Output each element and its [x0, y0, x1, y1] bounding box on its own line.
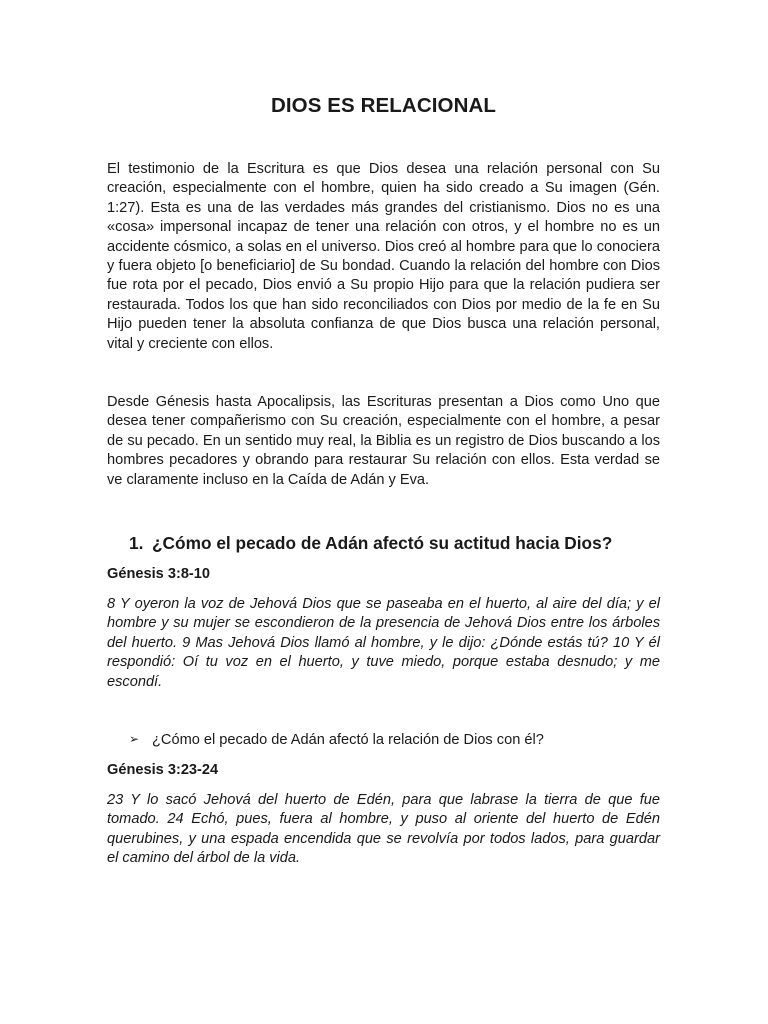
- scripture-verse: 23 Y lo sacó Jehová del huerto de Edén, para que labrase la tierra de que fue tomado. 24 Echó, pues, fuera al hombre, y puso al oriente del huerto de Edén querubines, y una espada encendida que se revolvía por todos lados, para guardar el camino del árbol de la vida.: [107, 792, 660, 867]
- intro-paragraph: El testimonio de la Escritura es que Dios desea una relación personal con Su creación, especialmente con el hombre, quien ha sido creado a Su imagen (Gén. 1:27). Esta es una de las verdades más grandes del cristianismo. Dios no es una «cosa» impersonal incapaz de tener una relación con otros, y el hombre no es un accidente cósmico, a solas en el universo. Dios creó al hombre para que lo conociera y fuera objeto [o beneficiario] de Su bondad. Cuando la relación del hombre con Dios fue rota por el pecado, Dios envió a Su propio Hijo para que la relación pudiera ser restaurada. Todos los que han sido reconciliados con Dios por medio de la fe en Su Hijo pueden tener la absoluta confianza de que Dios busca una relación personal, vital y creciente con ellos.: [107, 161, 660, 352]
- bullet-question-text: ¿Cómo el pecado de Adán afectó la relación de Dios con él?: [152, 732, 544, 748]
- question-text: ¿Cómo el pecado de Adán afectó su actitud hacia Dios?: [152, 533, 613, 553]
- document-title: DIOS ES RELACIONAL: [270, 94, 497, 117]
- bullet-question: [129, 730, 544, 750]
- second-paragraph: Desde Génesis hasta Apocalipsis, las Escrituras presentan a Dios como Uno que desea tener compañerismo con Su creación, especialmente con el hombre, a pesar de su pecado. En un sentido muy real, la Biblia es un registro de Dios buscando a los hombres pecadores y obrando para restaurar Su relación con ellos. Esta verdad se ve claramente incluso en la Caída de Adán y Eva.: [107, 394, 660, 488]
- scripture-verse: 8 Y oyeron la voz de Jehová Dios que se paseaba en el huerto, al aire del día; y el hombre y su mujer se escondieron de la presencia de Jehová Dios entre los árboles del huerto. 9 Mas Jehová Dios llamó al hombre, y le dijo: ¿Dónde estás tú? 10 Y él respondió: Oí tu voz en el huerto, y tuve miedo, porque estaba desnudo; y me escondí.: [107, 596, 660, 690]
- numbered-question: [129, 532, 612, 554]
- question-number: 1.: [129, 533, 144, 553]
- arrow-bullet-icon: ➢: [129, 732, 140, 746]
- scripture-reference: Génesis 3:23-24: [107, 762, 219, 778]
- scripture-reference: Génesis 3:8-10: [107, 566, 211, 582]
